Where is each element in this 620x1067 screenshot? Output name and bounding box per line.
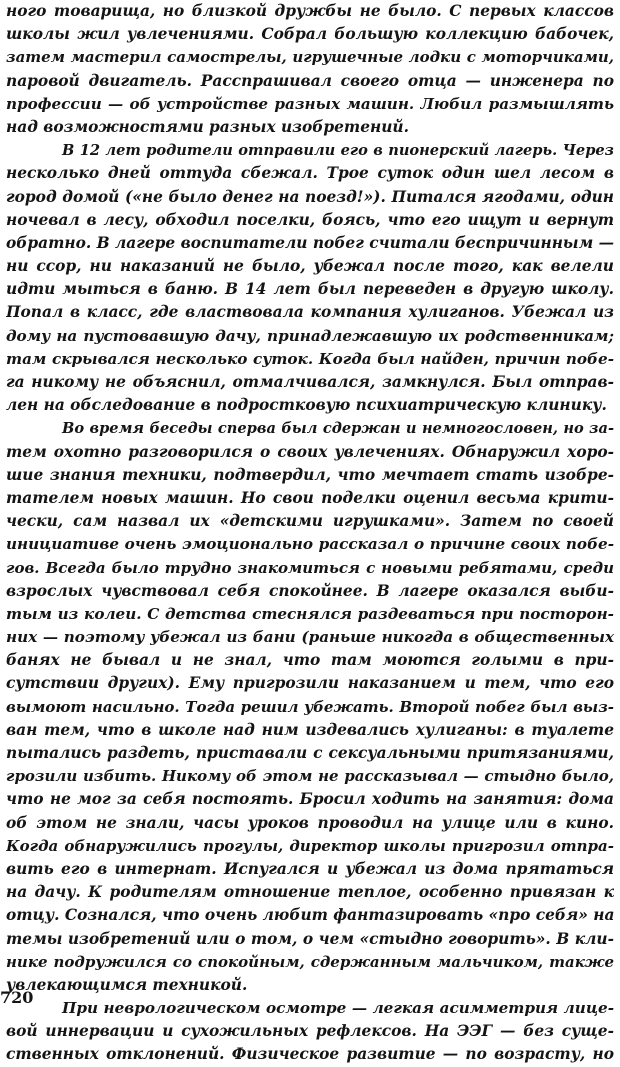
text-line: город домой («не было денег на поезд!»). Питался ягодами, один — [6, 187, 614, 206]
text-line: темы изобретений или о том, о чем «стыдно говорить». В кли- — [6, 929, 614, 948]
text-line: ван тем, что в школе над ним издевались хулиганы: в туалете — [6, 720, 614, 739]
text-line: грозили избить. Никому об этом не рассказывал — стыдно было, — [6, 767, 614, 786]
text-line: несколько дней оттуда сбежал. Трое суток один шел лесом в — [6, 164, 614, 183]
text-line: га никому не объяснил, отмалчивался, замкнулся. Был отправ- — [6, 373, 614, 391]
body-text — [6, 0, 614, 1067]
text-line: ного товарища, но близкой дружбы не было. С первых классов — [6, 2, 614, 20]
text-line: чески, сам назвал их «детскими игрушками». Затем по своей — [6, 512, 614, 531]
text-line: ственных отклонений. Физическое развитие — по возрасту, но — [6, 1045, 614, 1064]
text-line: тым из колеи. С детства стеснялся раздеваться при посторон- — [6, 604, 614, 623]
text-line: обратно. В лагере воспитатели побег считали беспричинным — — [6, 233, 614, 252]
text-line: Попал в класс, где властвовала компания хулиганов. Убежал из — [6, 303, 614, 322]
text-line: дому на пустовавшую дачу, принадлежавшую их родственникам; — [6, 326, 614, 345]
text-line: Когда обнаружились прогулы, директор школы пригрозил отпра- — [6, 836, 614, 855]
text-line: нике подружился со спокойным, сдержанным мальчиком, также — [6, 952, 614, 971]
text-line: отцу. Сознался, что очень любит фантазировать «про себя» на — [6, 906, 614, 925]
text-line: об этом не знали, часы уроков проводил на улице или в кино. — [6, 813, 614, 832]
text-line: тем охотно разговорился о своих увлечениях. Обнаружил хоро- — [6, 442, 614, 461]
text-line: пытались раздеть, приставали с сексуальными притязаниями, — [6, 744, 614, 762]
text-line: тателем новых машин. Но свои поделки оценил весьма крити- — [6, 488, 614, 507]
text-line: на дачу. К родителям отношение теплое, особенно привязан к — [6, 883, 614, 902]
text-line: сутствии других). Ему пригрозили наказанием и тем, что его — [6, 674, 614, 693]
text-line: ночевал в лесу, обходил поселки, боясь, что его ищут и вернут — [6, 210, 614, 229]
paragraph-start-line: В 12 лет родители отправили его в пионерский лагерь. Через — [62, 142, 614, 160]
text-line: банях не бывал и не знал, что там моются голыми в при- — [6, 651, 614, 670]
text-line: паровой двигатель. Расспрашивал своего отца — инженера по — [6, 71, 614, 90]
text-line: вымоют насильно. Тогда решил убежать. Второй побег был выз- — [6, 697, 614, 716]
text-line: вить его в интернат. Испугался и убежал из дома прятаться — [6, 859, 614, 878]
paragraph-start-line: Во время беседы сперва был сдержан и немногословен, но за- — [62, 420, 614, 438]
text-line: инициативе очень эмоционально рассказал о причине своих побе- — [6, 535, 614, 554]
text-line: идти мыться в баню. В 14 лет был переведен в другую школу. — [6, 280, 614, 299]
text-line: там скрывался несколько суток. Когда был найден, причин побе- — [6, 349, 614, 368]
text-line: лен на обследование в подростковую психиатрическую клинику. — [6, 396, 607, 415]
text-line: школы жил увлечениями. Собрал большую коллекцию бабочек, — [6, 25, 614, 44]
text-line: взрослых чувствовал себя спокойнее. В лагере оказался выби- — [6, 581, 614, 600]
page-number: 720 — [0, 988, 34, 1007]
text-line: ни ссор, ни наказаний не было, убежал после того, как велели — [6, 257, 614, 276]
paragraph-start-line: При неврологическом осмотре — легкая асимметрия лице- — [62, 999, 614, 1018]
text-line: шие знания техники, подтвердил, что мечтает стать изобре- — [6, 465, 614, 484]
text-line: увлекающимся техникой. — [6, 975, 248, 994]
text-line: них — поэтому убежал из бани (раньше никогда в общественных — [6, 628, 614, 647]
text-line: затем мастерил самострелы, игрушечные лодки с моторчиками, — [6, 48, 614, 67]
text-line: гов. Всегда было трудно знакомиться с новыми ребятами, среди — [6, 558, 614, 577]
text-line: профессии — об устройстве разных машин. Любил размышлять — [6, 94, 614, 113]
text-line: над возможностями разных изобретений. — [6, 117, 409, 136]
text-line: что не мог за себя постоять. Бросил ходить на занятия: дома — [6, 790, 614, 809]
text-line: вой иннервации и сухожильных рефлексов. На ЭЭГ — без суще- — [6, 1022, 614, 1041]
